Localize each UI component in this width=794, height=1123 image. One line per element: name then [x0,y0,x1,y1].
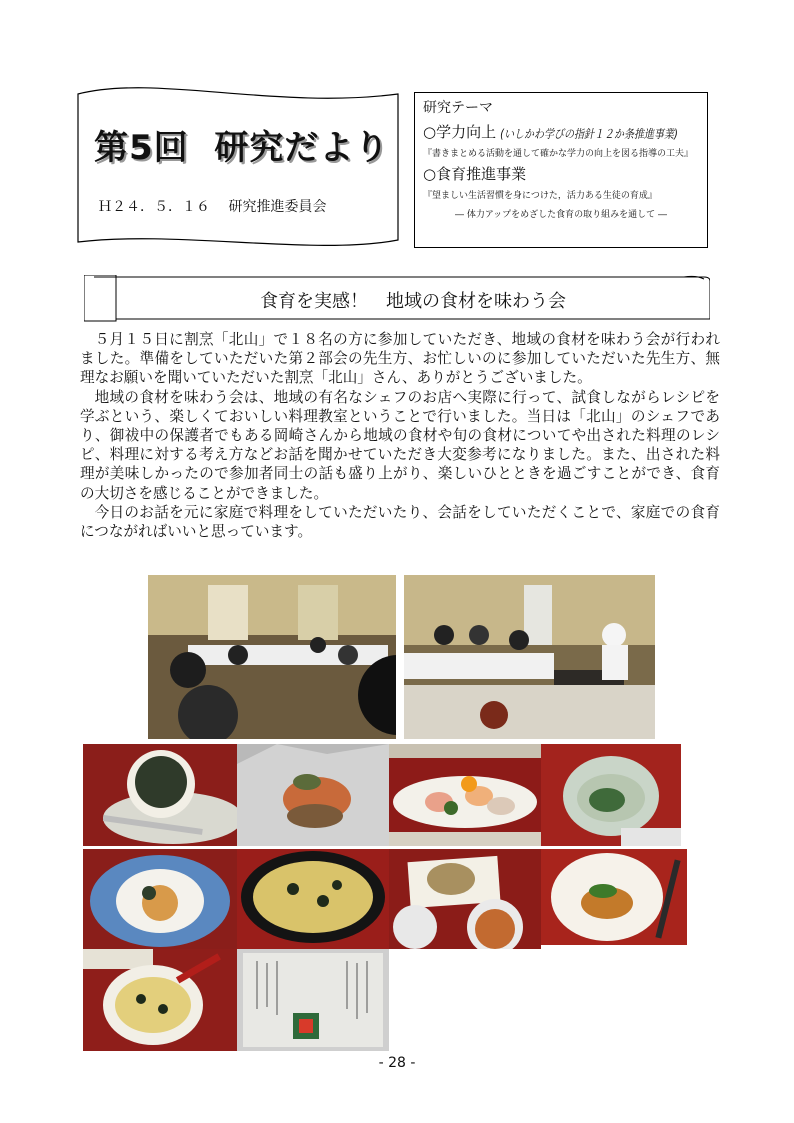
theme-item-food-sub2: ― 体力アップをめざした食育の取り組みを通して ― [454,210,668,220]
photo-dish-soup-bowl [83,744,237,846]
theme-item-food-sub: 『望ましい生活習慣を身につけた，活力ある生徒の育成』 [423,191,657,201]
committee-name: 研究推進委員会 [228,199,327,215]
theme-item-academic: ○学力向上 [423,123,497,141]
photo-menu-card [237,949,389,1051]
photo-dining-room [148,575,396,739]
newsletter-title-banner [76,80,400,256]
photo-dish-sashimi [389,744,541,846]
photo-chef-talk [404,575,655,739]
theme-item-academic-note: (いしかわ学びの指針１２か条推進事業) [500,128,678,142]
photo-dish-green-bowl [541,744,681,846]
theme-label: 研究テーマ [423,100,493,116]
article-paragraph: 今日のお話を元に家庭で料理をしていただいたり、会話をしていただくことで、家庭での食育につながればいいと思っています。 [80,503,720,541]
photo-dish-egg-soup [237,849,389,949]
issue-date: Ｈ２４．５．１６ [98,199,210,215]
article-paragraph: ５月１５日に割烹「北山」で１８名の方に参加していただき、地域の食材を味わう会が行われました。準備をしていただいた第２部会の先生方、お忙しいのに参加していただいた先生方、無理なお願いを聞いていただいた割烹「北山」さん、ありがとうございました。 [80,331,720,387]
photo-dish-simmered [541,849,687,945]
photo-dish-tempura [389,849,541,949]
page-number: - 28 - [378,1055,416,1071]
article-headline-scroll [84,275,710,323]
article-headline: 食育を実感！ 地域の食材を味わう会 [260,291,566,312]
theme-item-academic-sub: 『書きまとめる活動を通して確かな学力の向上を図る指導の工夫』 [423,149,694,159]
research-theme-box [414,92,708,248]
theme-item-food: ○食育推進事業 [423,165,527,183]
photo-dish-blue-plate [83,849,237,949]
issue-date-line [98,196,340,216]
article-paragraph: 地域の食材を味わう会は、地域の有名なシェフのお店へ実際に行って、試食しながらレシピを学ぶという、楽しくておいしい料理教室ということで行いました。当日は「北山」のシェフであり、御祓中の保護者でもある岡崎さんから地域の食材や旬の食材についてや出された料理のレシピ、料理に対する考え方などお話を聞かせていただき大変参考になりました。また、出された料理が美味しかったので参加者同士の話も盛り上がり、楽しいひとときを過ごすことができ、食育の大切さを感じることができました。 [80,388,720,502]
photo-dish-foil-bake [237,744,389,846]
photo-dish-rice-porridge [83,949,237,1051]
newsletter-title: 第5回 研究だより [94,128,390,168]
article-body [80,330,720,541]
